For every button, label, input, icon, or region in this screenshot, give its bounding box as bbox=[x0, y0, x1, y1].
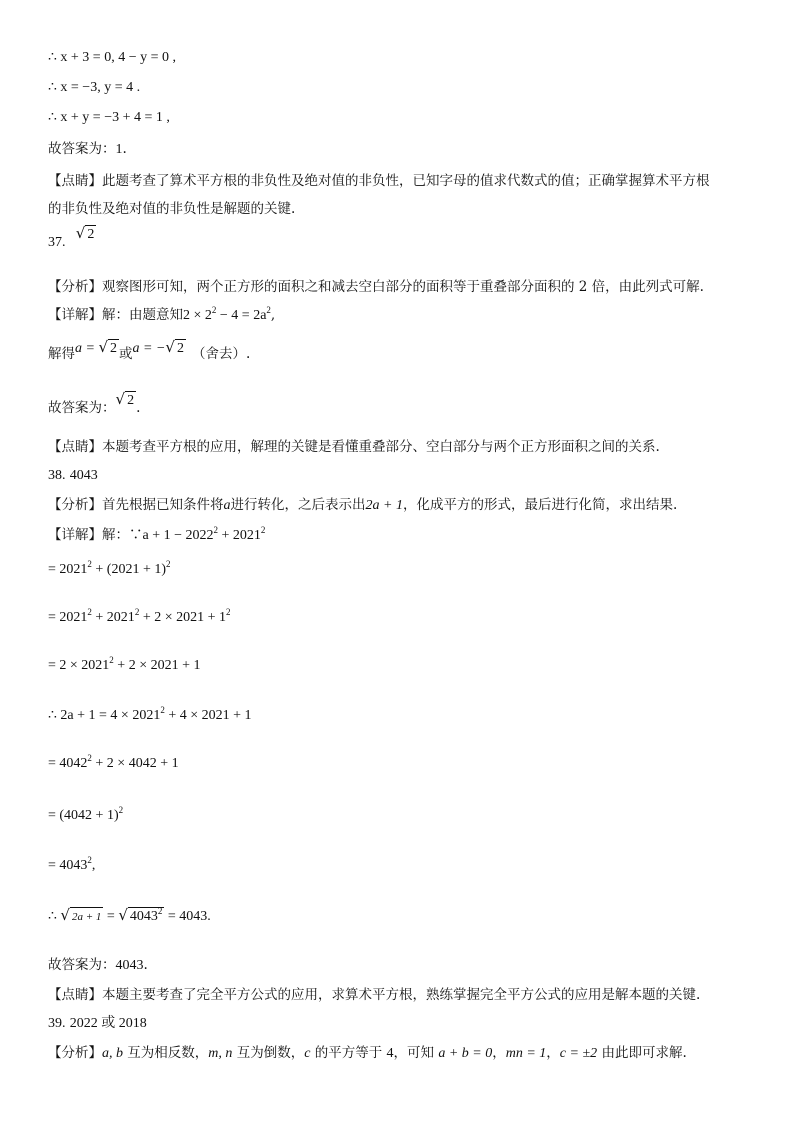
eq-part: a + 1 − 2022 bbox=[142, 528, 214, 543]
step-line-3 bbox=[48, 108, 170, 127]
text: 解得 bbox=[48, 346, 75, 362]
answer-line-37 bbox=[48, 390, 141, 418]
answer-line-36 bbox=[48, 140, 127, 159]
equation: ∴ $2a + 1 = 4 \times 2021^2 + 4 \times 2021 + 1$ bbox=[48, 705, 252, 723]
detail-line-37 bbox=[48, 306, 275, 325]
equation: $a + 1 - 2022^2 + 2021^2$ bbox=[142, 525, 266, 543]
comment-text: 【点睛】本题主要考查了完全平方公式的应用，求算术平方根，熟练掌握完全平方公式的应用是解本题的关键. bbox=[48, 987, 701, 1003]
math: mn = 1 bbox=[505, 1046, 547, 1061]
comment-line-36a bbox=[48, 172, 710, 190]
math: a + b = 0 bbox=[438, 1046, 493, 1061]
text: 进行转化，之后表示出 bbox=[230, 497, 366, 513]
answer-label: 故答案为： bbox=[48, 957, 116, 973]
text: 互为相反数， bbox=[123, 1045, 209, 1061]
question-answer: 4043 bbox=[69, 468, 98, 483]
eq-part: + 4 × 2021 + 1 bbox=[164, 708, 252, 723]
eq-part: 4043 bbox=[129, 909, 158, 924]
equation: = $4042^2 + 2 \times 4042 + 1$ bbox=[48, 753, 179, 771]
eq-part: + 2 × 4042 + 1 bbox=[91, 756, 179, 771]
eq-part: 2a + 1 = 4 × 2021 bbox=[60, 708, 161, 723]
punct: . bbox=[143, 957, 148, 973]
step-38-3 bbox=[48, 656, 200, 675]
step-38-2 bbox=[48, 608, 231, 627]
step-line-1 bbox=[48, 48, 176, 67]
math: 2a + 1 bbox=[365, 498, 403, 513]
detail-line-38 bbox=[48, 526, 265, 545]
question-38-header bbox=[48, 466, 98, 485]
question-37-header bbox=[48, 224, 96, 252]
radicand: 4043$^2$ bbox=[129, 906, 163, 924]
punct: . bbox=[122, 141, 127, 157]
radical-icon: √ bbox=[118, 906, 128, 924]
eq-part: + 2021 bbox=[218, 528, 261, 543]
radicand: 2 bbox=[110, 341, 118, 356]
sqrt-expression bbox=[118, 906, 164, 924]
punct: , bbox=[270, 307, 276, 323]
eq-part: ∴ bbox=[48, 909, 61, 924]
equation: = $(4042 + 1)^2$ bbox=[48, 805, 124, 823]
radicand: 2a + 1 bbox=[70, 907, 103, 926]
sqrt-answer bbox=[116, 392, 137, 408]
text: ，可知 bbox=[393, 1045, 439, 1061]
eq-part: = 4042 bbox=[48, 756, 88, 771]
radical-icon: √ bbox=[60, 906, 70, 924]
comment-text: 【点睛】此题考查了算术平方根的非负性及绝对值的非负性，已知字母的值求代数式的值；正确掌握算术平方根 bbox=[48, 173, 710, 189]
equation: = $4043^2$, bbox=[48, 855, 96, 873]
comment-text: 的非负性及绝对值的非负性是解题的关键. bbox=[48, 201, 296, 217]
radicand: 2 bbox=[127, 393, 135, 408]
eq-part: ∴ bbox=[48, 708, 61, 723]
eq-part: = 2021 bbox=[48, 610, 88, 625]
detail-label: 【详解】解：由题意知 bbox=[48, 307, 183, 323]
analysis-text: 【分析】观察图形可知，两个正方形的面积之和减去空白部分的面积等于重叠部分面积的 2 倍，由此列式可解. bbox=[48, 279, 704, 295]
equation: = $2021^2 + (2021 + 1)^2$ bbox=[48, 559, 171, 577]
eq-part: = 4043 bbox=[164, 909, 208, 924]
answer-label: 故答案为： bbox=[48, 141, 116, 157]
step-38-6 bbox=[48, 806, 123, 825]
comment-line-37 bbox=[48, 438, 660, 456]
radical-icon: √ bbox=[115, 390, 126, 408]
answer-line-38 bbox=[48, 956, 148, 975]
math: c bbox=[304, 1046, 311, 1061]
step-38-7 bbox=[48, 856, 95, 875]
question-number: 39. bbox=[48, 1016, 66, 1031]
answer-label: 故答案为： bbox=[48, 400, 116, 416]
radical-icon: √ bbox=[98, 338, 109, 356]
text: 【分析】 bbox=[48, 1045, 102, 1061]
sqrt-expression bbox=[165, 340, 186, 356]
step-38-5 bbox=[48, 754, 179, 773]
eq-part: = (4042 + 1) bbox=[48, 808, 119, 823]
eq-part: + 2021 bbox=[91, 610, 135, 625]
eq-part: + (2021 + 1) bbox=[91, 562, 167, 577]
sqrt-expression bbox=[60, 906, 103, 924]
radicand: 2 bbox=[87, 227, 95, 242]
math: a, b bbox=[102, 1046, 123, 1061]
comment-text: 【点睛】本题考查平方根的应用，解理的关键是看懂重叠部分、空白部分与两个正方形面积之间的关系. bbox=[48, 439, 660, 455]
sqrt-answer bbox=[76, 226, 97, 242]
eq-part: − 4 = 2a bbox=[216, 308, 267, 323]
equation: $2 \times 2^2 - 4 = 2a^2$ bbox=[183, 305, 271, 323]
eq-part: = 2021 bbox=[48, 562, 88, 577]
equation-text: ∴ x + 3 = 0, 4 − y = 0 , bbox=[48, 50, 176, 65]
text: ， bbox=[546, 1045, 560, 1061]
punct: . bbox=[207, 909, 211, 924]
question-number: 38. bbox=[48, 468, 66, 483]
step-38-8 bbox=[48, 906, 211, 926]
sqrt-expression bbox=[98, 340, 119, 356]
step-38-4 bbox=[48, 706, 252, 725]
analysis-line-39 bbox=[48, 1044, 687, 1063]
solve-line-37 bbox=[48, 338, 251, 364]
detail-label: 【详解】解：∵ bbox=[48, 527, 143, 543]
text: 由此即可求解. bbox=[597, 1045, 687, 1061]
math: a = − bbox=[132, 341, 166, 356]
math: m, n bbox=[208, 1046, 233, 1061]
text: 互为倒数， bbox=[232, 1045, 305, 1061]
step-38-1 bbox=[48, 560, 171, 579]
math: 4 bbox=[386, 1046, 394, 1061]
equation: = $2021^2 + 2021^2 + 2 \times 2021 + 1^2$ bbox=[48, 607, 231, 625]
radical-icon: √ bbox=[75, 224, 86, 242]
comment-line-38 bbox=[48, 986, 700, 1004]
math: a bbox=[223, 498, 231, 513]
analysis-line-37 bbox=[48, 278, 704, 296]
radical-icon: √ bbox=[165, 338, 175, 356]
eq-part: = bbox=[103, 909, 119, 924]
equation-text: ∴ x + y = −3 + 4 = 1 , bbox=[48, 110, 170, 125]
eq-part: = 4043 bbox=[48, 858, 88, 873]
question-answer: 2022 或 2018 bbox=[69, 1016, 147, 1031]
step-line-2 bbox=[48, 78, 140, 97]
equation: = $2 \times 2021^2 + 2 \times 2021 + 1$ bbox=[48, 655, 201, 673]
text: 或 bbox=[119, 346, 133, 362]
eq-part: + 2 × 2021 + 1 bbox=[139, 610, 226, 625]
math: a = bbox=[75, 341, 99, 356]
eq-part: 2 × 2 bbox=[183, 308, 212, 323]
eq-part: = 2 × 2021 bbox=[48, 658, 110, 673]
eq-part: , bbox=[91, 858, 96, 873]
text: （舍去）. bbox=[191, 346, 251, 362]
text: ，化成平方的形式，最后进行化简，求出结果. bbox=[402, 497, 678, 513]
punct: . bbox=[136, 400, 141, 416]
math: c = ±2 bbox=[559, 1046, 598, 1061]
equation-text: ∴ x = −3, y = 4 . bbox=[48, 80, 141, 95]
analysis-line-38 bbox=[48, 496, 677, 515]
text: 的平方等于 bbox=[310, 1045, 387, 1061]
text: ， bbox=[492, 1045, 506, 1061]
comment-line-36b bbox=[48, 200, 295, 218]
answer-value: 4043 bbox=[115, 958, 144, 973]
question-number: 37. bbox=[48, 235, 66, 250]
answer-value: 1 bbox=[115, 142, 123, 157]
radicand: 2 bbox=[176, 341, 184, 356]
eq-part: + 2 × 2021 + 1 bbox=[113, 658, 201, 673]
question-39-header bbox=[48, 1014, 147, 1033]
equation bbox=[48, 906, 211, 924]
text: 【分析】首先根据已知条件将 bbox=[48, 497, 224, 513]
